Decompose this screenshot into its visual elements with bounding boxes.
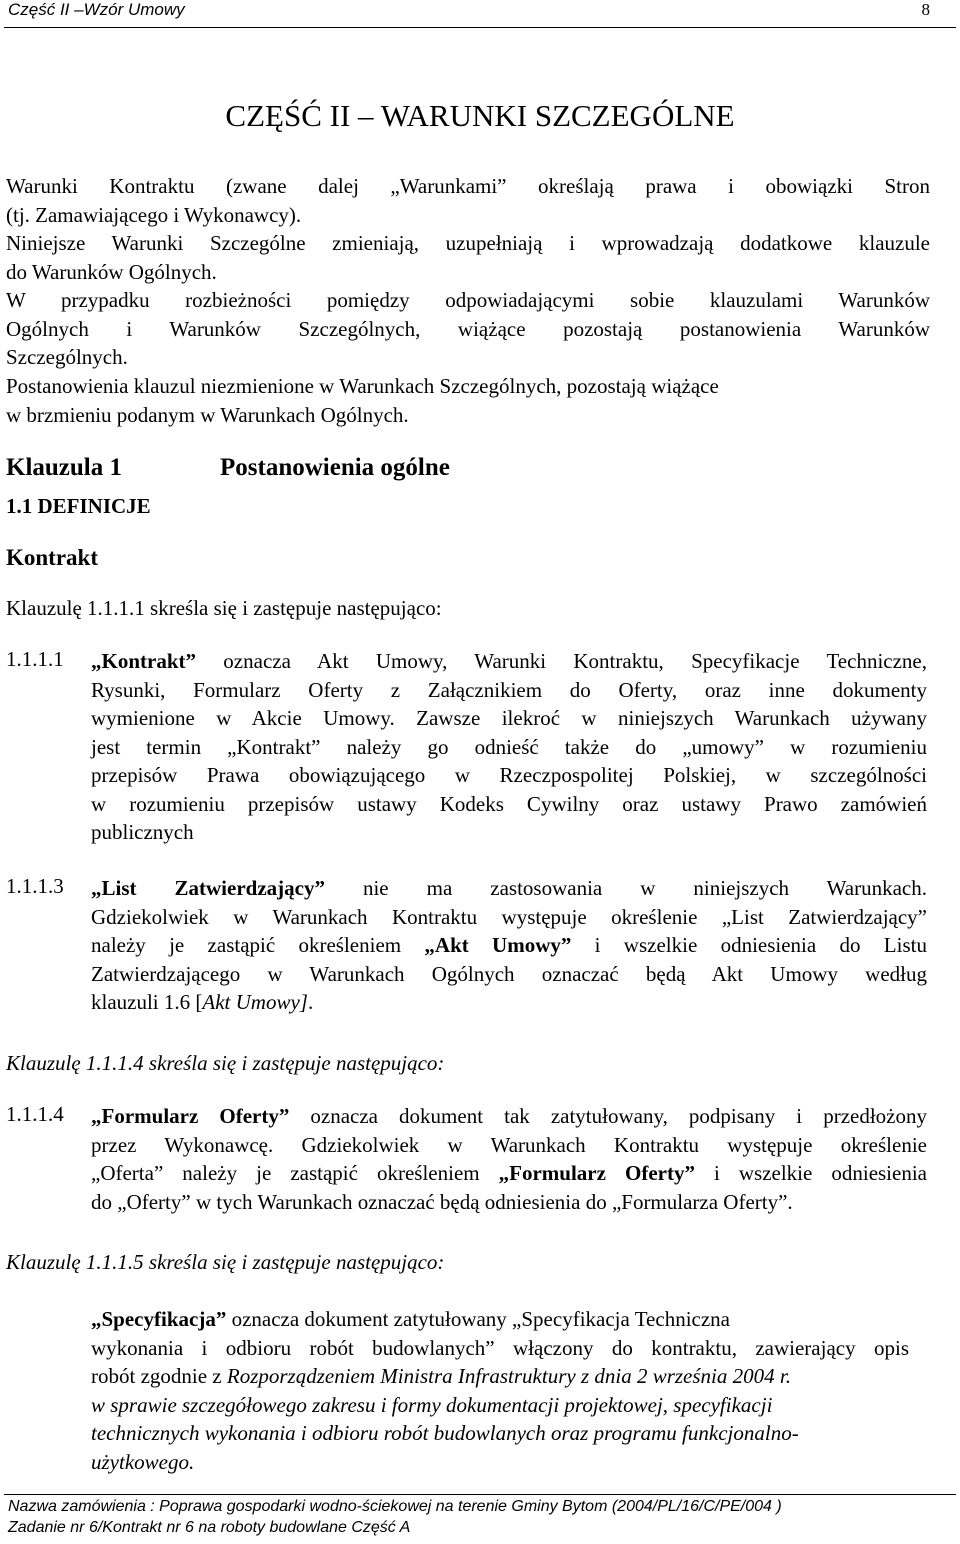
intro-line: W przypadku rozbieżności pomiędzy odpowiadającymi sobie klauzulami Warunków bbox=[6, 288, 930, 312]
intro-paragraph-1 bbox=[6, 172, 930, 229]
body-line: przez Wykonawcę. Gdziekolwiek w Warunkach Kontraktu występuje określenie bbox=[91, 1132, 927, 1157]
body-line: robót zgodnie z Rozporządzeniem Ministra Infrastruktury z dnia 2 września 2004 r. bbox=[91, 1364, 791, 1388]
term: „Kontrakt” bbox=[91, 649, 196, 673]
body-line: „Formularz Oferty” oznacza dokument tak zatytułowany, podpisany i przedłożony bbox=[91, 1104, 927, 1128]
body-line: klauzuli 1.6 [Akt Umowy]. bbox=[91, 990, 314, 1014]
footer-line-2: Zadanie nr 6/Kontrakt nr 6 na roboty budowlane Część A bbox=[8, 1519, 411, 1536]
clause-1114-body bbox=[91, 1102, 927, 1216]
section-heading: 1.1 DEFINICJE bbox=[6, 494, 151, 518]
intro-line: do Warunków Ogólnych. bbox=[6, 259, 217, 284]
clause-number: 1.1.1.3 bbox=[6, 874, 64, 898]
intro-paragraph-3 bbox=[6, 286, 930, 372]
body-line: w rozumieniu przepisów ustawy Kodeks Cywilny oraz ustawy Prawo zamówień bbox=[91, 791, 927, 816]
clause-note: Klauzulę 1.1.1.4 skreśla się i zastępuje następująco: bbox=[6, 1051, 445, 1075]
body-line: „Kontrakt” oznacza Akt Umowy, Warunki Kontraktu, Specyfikacje Techniczne, bbox=[91, 649, 927, 673]
intro-paragraph-2 bbox=[6, 229, 930, 286]
clause-1113-body bbox=[91, 874, 927, 1017]
body-line: „Oferta” należy je zastąpić określeniem „Formularz Oferty” i wszelkie odniesienia bbox=[91, 1161, 927, 1185]
footer-line-1: Nazwa zamówienia : Poprawa gospodarki wodno-ściekowej na terenie Gminy Bytom (2004/PL/16/C/PE/004 ) bbox=[8, 1498, 782, 1515]
body-line: Zatwierdzającego w Warunkach Ogólnych oznaczać będą Akt Umowy według bbox=[91, 961, 927, 986]
intro-line: Niniejsze Warunki Szczególne zmieniają, uzupełniają i wprowadzają dodatkowe klauzule bbox=[6, 231, 930, 255]
intro-line: (tj. Zamawiającego i Wykonawcy). bbox=[6, 202, 302, 227]
term: „Formularz Oferty” bbox=[91, 1104, 290, 1128]
intro-line: Szczególnych. bbox=[6, 345, 128, 369]
intro-line: Warunki Kontraktu (zwane dalej „Warunkami” określają prawa i obowiązki Stron bbox=[6, 174, 930, 198]
clause-number: 1.1.1.1 bbox=[6, 647, 64, 671]
clause-1115-body bbox=[91, 1305, 909, 1476]
body-line: wymienione w Akcie Umowy. Zawsze ilekroć w niniejszych Warunkach używany bbox=[91, 706, 927, 730]
body-line: do „Oferty” w tych Warunkach oznaczać będą odniesienia do „Formularza Oferty”. bbox=[91, 1189, 793, 1214]
clause-label: Klauzula 1 bbox=[6, 454, 122, 481]
body-line: w sprawie szczegółowego zakresu i formy dokumentacji projektowej, specyfikacji bbox=[91, 1392, 773, 1417]
intro-line: w brzmieniu podanym w Warunkach Ogólnych. bbox=[6, 402, 409, 427]
body-line: wykonania i odbioru robót budowlanych” włączony do kontraktu, zawierający opis bbox=[91, 1335, 909, 1360]
clause-name: Postanowienia ogólne bbox=[220, 454, 450, 481]
document-title: CZĘŚĆ II – WARUNKI SZCZEGÓLNE bbox=[225, 98, 735, 133]
body-line: publicznych bbox=[91, 820, 194, 844]
body-line: należy je zastąpić określeniem „Akt Umowy” i wszelkie odniesienia do Listu bbox=[91, 933, 927, 957]
intro-paragraph-4 bbox=[6, 372, 930, 429]
body-line: „Specyfikacja” oznacza dokument zatytułowany „Specyfikacja Techniczna bbox=[91, 1307, 730, 1331]
body-line: Gdziekolwiek w Warunkach Kontraktu występuje określenie „List Zatwierdzający” bbox=[91, 904, 927, 929]
body-line: jest termin „Kontrakt” należy go odnieść także do „umowy” w rozumieniu bbox=[91, 734, 927, 759]
clause-1111-body bbox=[91, 647, 927, 847]
clause-note: Klauzulę 1.1.1.1 skreśla się i zastępuje następująco: bbox=[6, 596, 442, 620]
term: „Specyfikacja” bbox=[91, 1307, 227, 1331]
kontrakt-heading: Kontrakt bbox=[6, 545, 98, 570]
body-line: przepisów Prawa obowiązującego w Rzeczpospolitej Polskiej, w szczególności bbox=[91, 763, 927, 787]
header-rule bbox=[4, 27, 956, 28]
body-line: technicznych wykonania i odbioru robót budowlanych oraz programu funkcjonalno- bbox=[91, 1421, 799, 1445]
header-title: Część II –Wzór Umowy bbox=[8, 0, 185, 19]
body-line: użytkowego. bbox=[91, 1449, 195, 1474]
body-line: „List Zatwierdzający” nie ma zastosowania w niniejszych Warunkach. bbox=[91, 876, 927, 900]
clause-note: Klauzulę 1.1.1.5 skreśla się i zastępuje następująco: bbox=[6, 1250, 445, 1274]
footer-rule bbox=[4, 1494, 956, 1495]
intro-line: Postanowienia klauzul niezmienione w Warunkach Szczególnych, pozostają wiążące bbox=[6, 374, 719, 398]
term: „List Zatwierdzający” bbox=[91, 876, 325, 900]
body-line: Rysunki, Formularz Oferty z Załącznikiem do Oferty, oraz inne dokumenty bbox=[91, 677, 927, 702]
clause-number: 1.1.1.4 bbox=[6, 1102, 64, 1126]
intro-line: Ogólnych i Warunków Szczególnych, wiążące pozostają postanowienia Warunków bbox=[6, 316, 930, 341]
page-number: 8 bbox=[921, 0, 930, 19]
